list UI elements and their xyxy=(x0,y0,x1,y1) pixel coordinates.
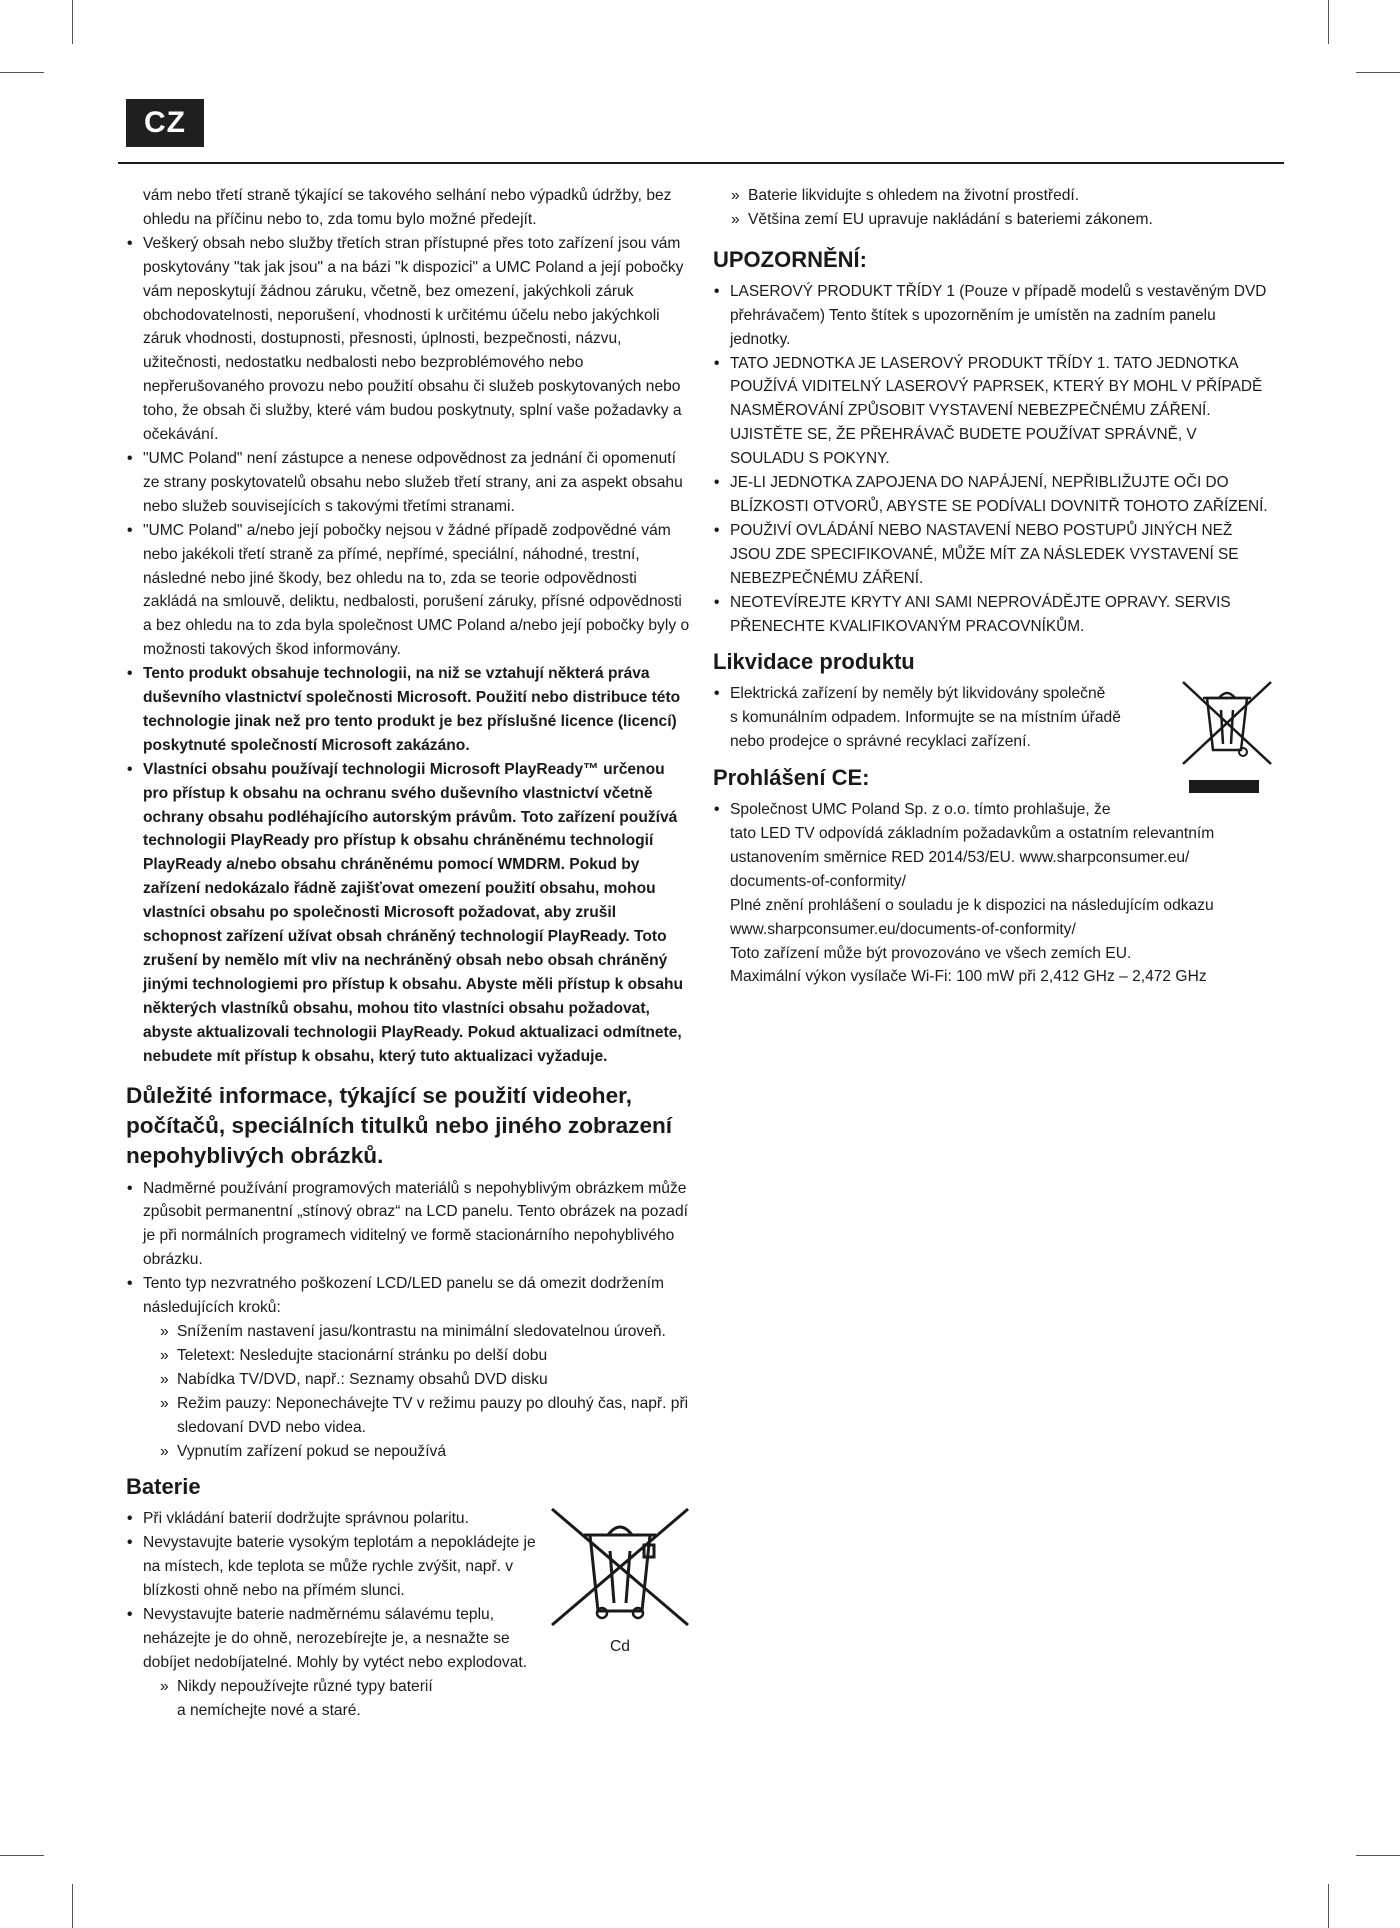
crop-mark xyxy=(1328,1884,1329,1928)
battery-recycling-symbol xyxy=(550,1507,690,1657)
steps-list xyxy=(126,1320,690,1463)
battery-symbol-caption: Cd xyxy=(610,1638,630,1656)
list-item: • TATO JEDNOTKA JE LASEROVÝ PRODUKT TŘÍDY 1. TATO JEDNOTKA POUŽÍVÁ VIDITELNÝ LASEROVÝ PAPRSEK, KTERÝ BY MOHL V PŘÍPADĚ NASMĚROVÁNÍ ZPŮSOBIT VYSTAVENÍ NEBEZPEČNÉMU ZÁŘENÍ. UJISTĚTE SE, ŽE PŘEHRÁVAČ BUDETE POUŽÍVAT SPRÁVNĚ, V SOULADU S POKYNY. xyxy=(713,352,1273,472)
step-item: » Snížením nastavení jasu/kontrastu na minimální sledovatelnou úroveň. xyxy=(160,1320,690,1344)
crop-mark xyxy=(1328,0,1329,44)
left-column xyxy=(126,184,690,1723)
battery-heading: Baterie xyxy=(126,1474,201,1500)
step-item: » Vypnutím zařízení pokud se nepoužívá xyxy=(160,1440,690,1464)
warning-heading: UPOZORNĚNÍ: xyxy=(713,246,867,272)
battery-list xyxy=(126,1507,538,1674)
ce-list xyxy=(713,798,1273,989)
list-item: • Nadměrné používání programových materiálů s nepohyblivým obrázkem může způsobit permanentní „stínový obraz“ na LCD panelu. Tento obrázek na pozadí je při normálních programech viditelný ve formě stacionárního nepohyblivého obrázku. xyxy=(126,1177,690,1273)
battery-sub-list xyxy=(126,1675,690,1723)
step-item: » Nabídka TV/DVD, např.: Seznamy obsahů DVD disku xyxy=(160,1368,690,1392)
step-item: » Režim pauzy: Neponechávejte TV v režimu pauzy po dlouhý čas, např. při sledovaní DVD nebo videa. xyxy=(160,1392,690,1440)
disposal-section xyxy=(713,682,1273,754)
list-item: • LASEROVÝ PRODUKT TŘÍDY 1 (Pouze v případě modelů s vestavěným DVD přehrávačem) Tento štítek s upozorněním je umístěn na zadním panelu jednotky. xyxy=(713,280,1273,352)
list-item: • Elektrická zařízení by neměly být likvidovány společně s komunálním odpadem. Informujte se na místním úřadě nebo prodejce o správné recyklaci zařízení. xyxy=(713,682,1153,754)
list-item-text: Tento typ nezvratného poškození LCD/LED panelu se dá omezit dodržením následujících kroků: xyxy=(143,1275,664,1317)
battery-section xyxy=(126,1507,690,1722)
step-item: » Nikdy nepoužívejte různé typy baterií a nemíchejte nové a staré. xyxy=(160,1675,690,1723)
header-divider xyxy=(118,162,1284,164)
ce-heading: Prohlášení CE: xyxy=(713,765,870,791)
list-item: • POUŽIVÍ OVLÁDÁNÍ NEBO NASTAVENÍ NEBO POSTUPŮ JINÝCH NEŽ JSOU ZDE SPECIFIKOVANÉ, MŮŽE MÍT ZA NÁSLEDEK VYSTAVENÍ SE NEBEZPEČNÉMU ZÁŘENÍ. xyxy=(713,519,1273,591)
step-item: » Baterie likvidujte s ohledem na životní prostředí. xyxy=(731,184,1273,208)
crop-mark xyxy=(0,72,44,73)
disposal-heading: Likvidace produktu xyxy=(713,649,915,675)
crossed-bin-icon xyxy=(550,1507,690,1627)
content-disclaimer-list xyxy=(126,232,690,1069)
crossed-bin-icon xyxy=(1181,680,1273,800)
important-info-list xyxy=(126,1177,690,1320)
language-badge: CZ xyxy=(126,99,204,147)
step-item: » Teletext: Nesledujte stacionární stránku po delší dobu xyxy=(160,1344,690,1368)
list-item: • Tento produkt obsahuje technologii, na niž se vztahují některá práva duševního vlastnictví společnosti Microsoft. Použití nebo distribuce této technologie jinak než pro tento produkt je bez příslušné licence (licencí) poskytnuté společností Microsoft zakázáno. xyxy=(126,662,690,758)
list-item: • "UMC Poland" a/nebo její pobočky nejsou v žádné případě zodpovědné vám nebo jakékoli třetí straně za přímé, nepřímé, speciální, náhodné, trestní, následné nebo jiné škody, bez ohledu na to, zda se teorie odpovědnosti zakládá na smlouvě, deliktu, nedbalosti, porušení záruky, přísné odpovědnosti a bez ohledu na to zda byla společnost UMC Poland a/nebo její pobočky byly o možnosti takových škod informovány. xyxy=(126,519,690,662)
important-info-heading: Důležité informace, týkající se použití videoher, počítačů, speciálních titulků nebo jiného zobrazení nepohyblivých obrázků. xyxy=(126,1082,673,1168)
crop-mark xyxy=(1356,1855,1400,1856)
crop-mark xyxy=(1356,72,1400,73)
intro-continuation: vám nebo třetí straně týkající se takového selhání nebo výpadků údržby, bez ohledu na příčinu nebo to, zda tomu bylo možné předejít. xyxy=(143,187,672,228)
list-item: • JE-LI JEDNOTKA ZAPOJENA DO NAPÁJENÍ, NEPŘIBLIŽUJTE OČI DO BLÍZKOSTI OTVORŮ, ABYSTE SE PODÍVALI DOVNITŘ TOHOTO ZAŘÍZENÍ. xyxy=(713,471,1273,519)
crop-mark xyxy=(72,1884,73,1928)
list-item: • Veškerý obsah nebo služby třetích stran přístupné přes toto zařízení jsou vám poskytovány "tak jak jsou" a na bázi "k dispozici" a UMC Poland a její pobočky vám neposkytují žádnou záruku, včetně, bez omezení, jakýchkoli záruk obchodovatelnosti, neporušení, vhodnosti k určitému účelu nebo jakýchkoli záruk vhodnosti, dostupnosti, přesnosti, úplnosti, bezpečnosti, názvu, užitečnosti, nedostatku nedbalosti nebo bezproblémového nebo nepřerušovaného provozu nebo použití obsahu či služeb poskytovaných nebo toho, že obsah či služby, které vám budou poskytnuty, splní vaše požadavky a očekávání. xyxy=(126,232,690,447)
crop-mark xyxy=(0,1855,44,1856)
list-item xyxy=(126,1272,690,1320)
disposal-list xyxy=(713,682,1153,754)
list-item: • Vlastníci obsahu používají technologii Microsoft PlayReady™ určenou pro přístup k obsahu na ochranu svého duševního vlastnictví včetně ochrany obsahu podléhajícího autorským právům. Toto zařízení používá technologii PlayReady pro přístup k obsahu chráněnému technologií PlayReady a/nebo obsahu chráněnému pomocí WMDRM. Pokud by zařízení nedokázalo řádně zajišťovat omezení použití obsahu, mohou vlastníci obsahu po společnosti Microsoft požadovat, aby zrušil schopnost zařízení užívat obsah chráněný technologií PlayReady. Toto zrušení by nemělo mít vliv na nechráněný obsah nebo obsah chráněný jinými technologiemi pro přístup k obsahu. Abyste měli přístup k obsahu některých vlastníků obsahu, mohou tito vlastníci obsahu požadovat, abyste aktualizovali technologii PlayReady. Pokud aktualizaci odmítnete, nebudete mít přístup k obsahu, který tuto aktualizaci vyžaduje. xyxy=(126,758,690,1069)
right-column xyxy=(713,184,1273,989)
warning-list xyxy=(713,280,1273,639)
weee-symbol xyxy=(1181,680,1273,800)
list-item: • NEOTEVÍREJTE KRYTY ANI SAMI NEPROVÁDĚJTE OPRAVY. SERVIS PŘENECHTE KVALIFIKOVANÝM PRACOVNÍKŮM. xyxy=(713,591,1273,639)
list-item: • Při vkládání baterií dodržujte správnou polaritu. xyxy=(126,1507,538,1531)
battery-continuation-list xyxy=(713,184,1273,232)
crop-mark xyxy=(72,0,73,44)
list-item: • Společnost UMC Poland Sp. z o.o. tímto prohlašuje, že tato LED TV odpovídá základním požadavkům a ostatním relevantním ustanovením směrnice RED 2014/53/EU. www.sharpconsumer.eu/ documents-of-conformity/ Plné znění prohlášení o souladu je k dispozici na následujícím odkazu www.sharpconsumer.eu/documents-of-conformity/ Toto zařízení může být provozováno ve všech zemích EU. Maximální výkon vysílače Wi-Fi: 100 mW při 2,412 GHz – 2,472 GHz xyxy=(713,798,1273,989)
list-item: • "UMC Poland" není zástupce a nenese odpovědnost za jednání či opomenutí ze strany poskytovatelů obsahu nebo služeb třetí strany, ani za aspekt obsahu nebo služeb souvisejících s takovými třetími stranami. xyxy=(126,447,690,519)
list-item: • Nevystavujte baterie nadměrnému sálavému teplu, neházejte je do ohně, nerozebírejte je, a nesnažte se dobíjet nedobíjatelné. Mohly by vytéct nebo explodovat. xyxy=(126,1603,538,1675)
step-item: » Většina zemí EU upravuje nakládání s bateriemi zákonem. xyxy=(731,208,1273,232)
list-item: • Nevystavujte baterie vysokým teplotám a nepokládejte je na místech, kde teplota se může rychle zvýšit, např. v blízkosti ohně nebo na přímém slunci. xyxy=(126,1531,538,1603)
